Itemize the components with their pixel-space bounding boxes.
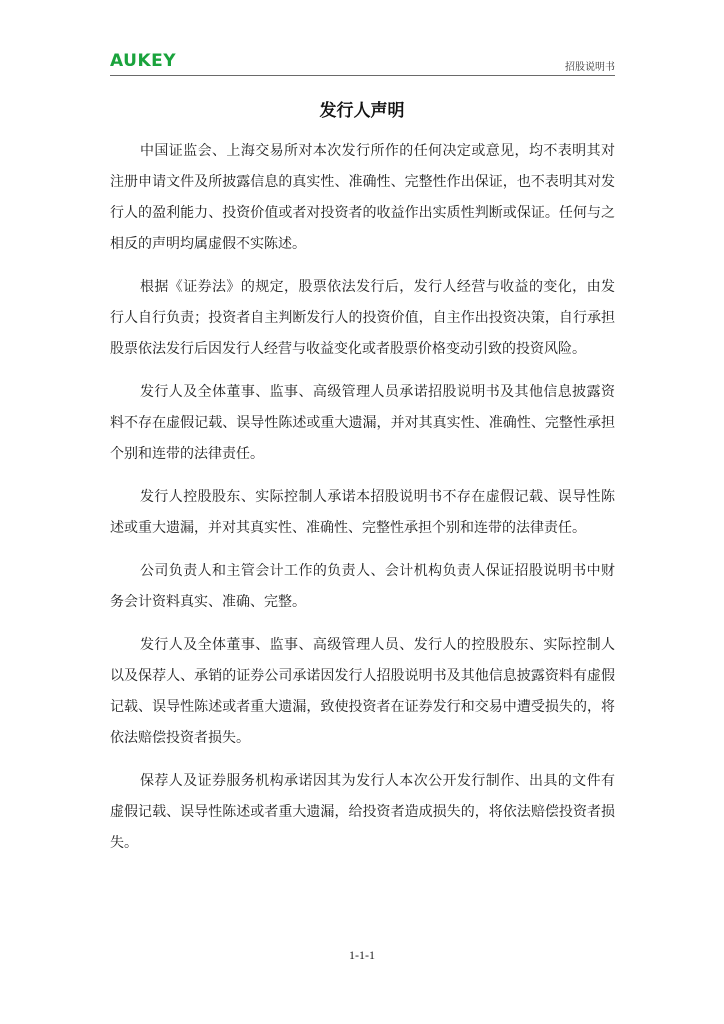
paragraph-6: 发行人及全体董事、监事、高级管理人员、发行人的控股股东、实际控制人以及保荐人、承销的证券公司承诺因发行人招股说明书及其他信息披露资料有虚假记载、误导性陈述或者重大遗漏，致使投资者在证券发行和交易中遭受损失的，将依法赔偿投资者损失。 — [110, 637, 615, 746]
paragraph-5: 公司负责人和主管会计工作的负责人、会计机构负责人保证招股说明书中财务会计资料真实、准确、完整。 — [110, 563, 615, 610]
paragraph-4: 发行人控股股东、实际控制人承诺本招股说明书不存在虚假记载、误导性陈述或重大遗漏，并对其真实性、准确性、完整性承担个别和连带的法律责任。 — [110, 489, 615, 536]
page-header — [110, 50, 615, 76]
page-title: 发行人声明 — [319, 101, 405, 121]
paragraph-1: 中国证监会、上海交易所对本次发行所作的任何决定或意见，均不表明其对注册申请文件及所披露信息的真实性、准确性、完整性作出保证，也不表明其对发行人的盈利能力、投资价值或者对投资者的收益作出实质性判断或保证。任何与之相反的声明均属虚假不实陈述。 — [110, 143, 615, 252]
document-type-label: 招股说明书 — [565, 62, 615, 73]
paragraph-2: 根据《证券法》的规定，股票依法发行后，发行人经营与收益的变化，由发行人自行负责；投资者自主判断发行人的投资价值，自主作出投资决策，自行承担股票依法发行后因发行人经营与收益变化或者股票价格变动引致的投资风险。 — [110, 279, 615, 357]
declaration-body — [110, 136, 615, 871]
paragraph-7: 保荐人及证券服务机构承诺因其为发行人本次公开发行制作、出具的文件有虚假记载、误导性陈述或者重大遗漏，给投资者造成损失的，将依法赔偿投资者损失。 — [110, 773, 615, 851]
paragraph-3: 发行人及全体董事、监事、高级管理人员承诺招股说明书及其他信息披露资料不存在虚假记载、误导性陈述或重大遗漏，并对其真实性、准确性、完整性承担个别和连带的法律责任。 — [110, 384, 615, 462]
company-logo: AUKEY — [110, 51, 177, 71]
page-number: 1-1-1 — [349, 948, 375, 962]
